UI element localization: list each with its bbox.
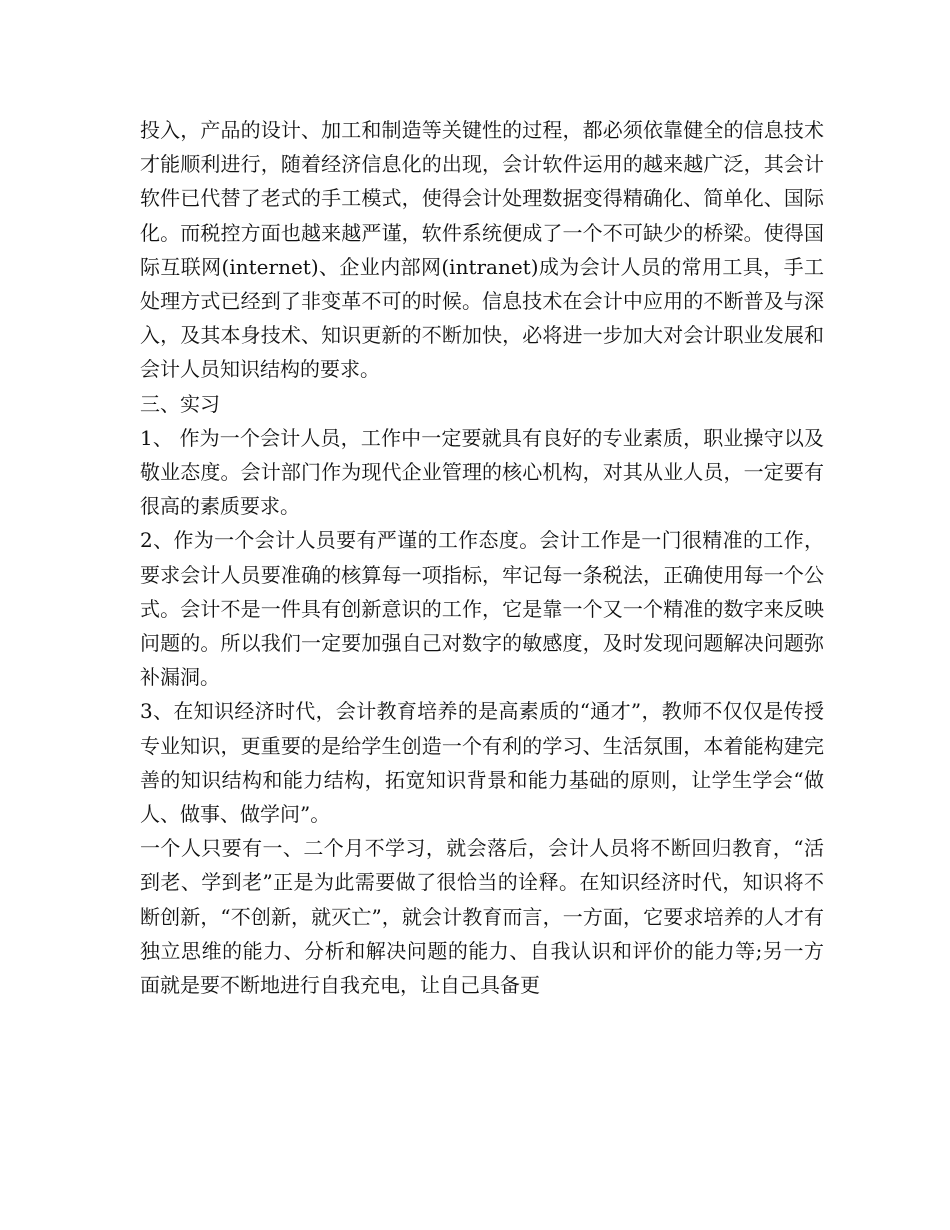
- paragraph-item-2: 2、作为一个会计人员要有严谨的工作态度。会计工作是一门很精准的工作，要求会计人员要准确的核算每一项指标，牢记每一条税法，正确使用每一个公式。会计不是一件具有创新意识的工作，它是靠一个又一个精准的数字来反映问题的。所以我们一定要加强自己对数字的敏感度，及时发现问题解决问题弥补漏洞。: [140, 528, 824, 690]
- paragraph-closing: 一个人只要有一、二个月不学习，就会落后，会计人员将不断回归教育，“活到老、学到老”正是为此需要做了很恰当的诠释。在知识经济时代，知识将不断创新，“不创新，就灭亡”，就会计教育而言，一方面，它要求培养的人才有独立思维的能力、分析和解决问题的能力、自我认识和评价的能力等;另一方面就是要不断地进行自我充电，让自己具备更: [140, 836, 824, 998]
- document-page: [140, 113, 824, 1002]
- paragraph-item-3: 3、在知识经济时代，会计教育培养的是高素质的“通才”，教师不仅仅是传授专业知识，更重要的是给学生创造一个有利的学习、生活氛围，本着能构建完善的知识结构和能力结构，拓宽知识背景和能力基础的原则，让学生学会“做人、做事、做学问”。: [140, 699, 824, 827]
- paragraph-item-1: 1、 作为一个会计人员，工作中一定要就具有良好的专业素质，职业操守以及敬业态度。会计部门作为现代企业管理的核心机构，对其从业人员，一定要有很高的素质要求。: [140, 425, 824, 519]
- paragraph-intro: 投入，产品的设计、加工和制造等关键性的过程，都必须依靠健全的信息技术才能顺利进行，随着经济信息化的出现，会计软件运用的越来越广泛，其会计软件已代替了老式的手工模式，使得会计处理数据变得精确化、简单化、国际化。而税控方面也越来越严谨，软件系统便成了一个不可缺少的桥梁。使得国际互联网(internet)、企业内部网(intranet)成为会计人员的常用工具，手工处理方式已经到了非变革不可的时候。信息技术在会计中应用的不断普及与深入，及其本身技术、知识更新的不断加快，必将进一步加大对会计职业发展和会计人员知识结构的要求。: [140, 118, 824, 382]
- section-heading: 三、实习: [140, 391, 220, 416]
